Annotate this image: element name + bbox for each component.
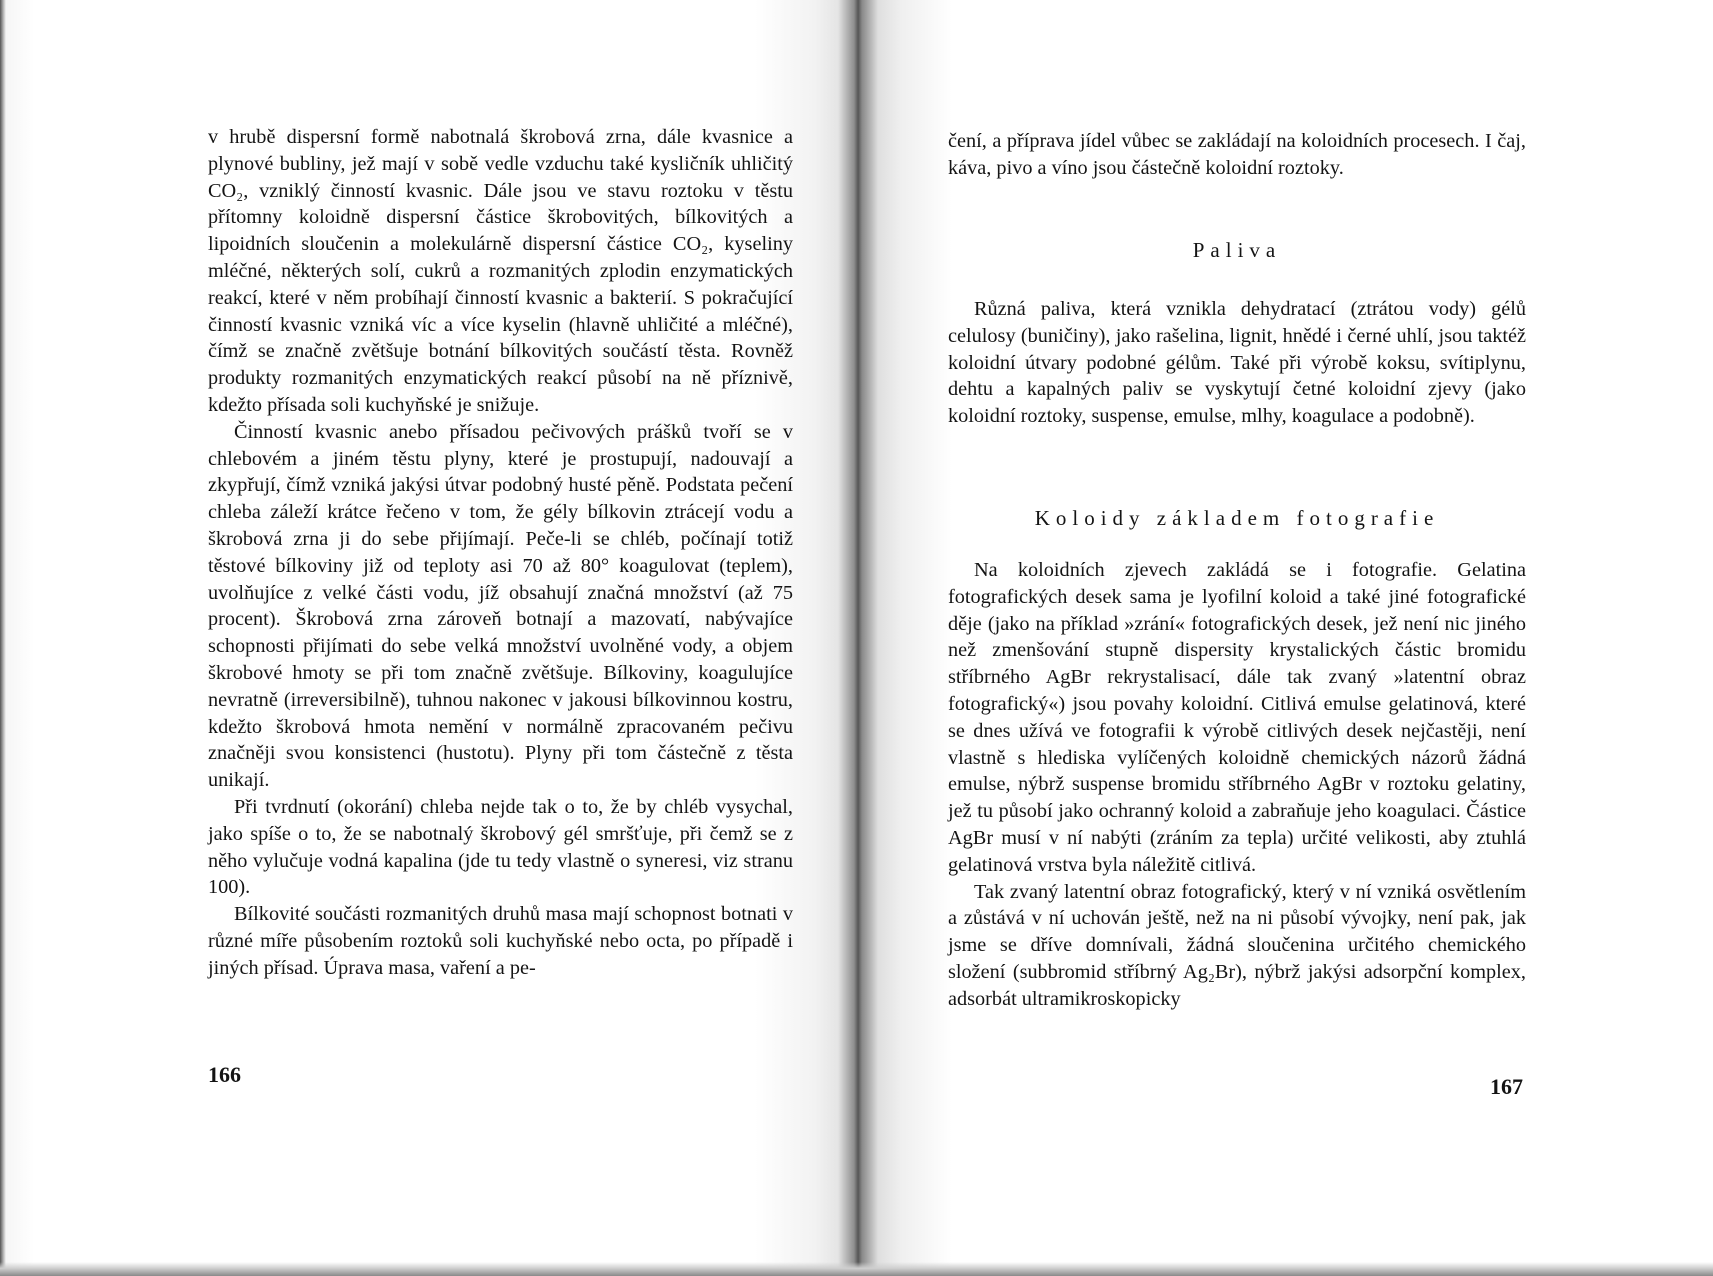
fuel-section-body	[948, 296, 1526, 430]
book-gutter	[838, 0, 878, 1276]
page-edge-shadow	[0, 0, 6, 1276]
section-heading-fuel: Paliva	[1192, 238, 1282, 262]
paragraph: Bílkovité součásti rozmanitých druhů masa mají schopnost botnati v různé míře působením roztoků soli kuchyňské nebo octa, po případě i jiných přísad. Úprava masa, vaření a pe-	[208, 903, 793, 979]
paragraph: Činností kvasnic anebo přísadou pečivových prášků tvoří se v chlebovém a jiném těstu plyny, které je prostupují, nadouvají a zkypřují, čímž vzniká jakýsi útvar podobný husté pěně. Podstata pečení chleba záleží krátce řečeno v tom, že gély bílkovin ztrácejí vodu a škrobová zrna ji do sebe přijímají. Peče-li se chléb, počínají totiž těstové bílkoviny již od teploty asi 70 až 80° koagulovat (teplem), uvolňujíce z velké části vodu, jíž obsahují značná množství (až 75 procent). Škrobová zrna zároveň botnají a mazovatí, nabývajíce schopnosti přijímati do sebe velká množství uvolněné vody, a objem škrobové hmoty se při tom značně zvětšuje. Bílkoviny, koagulujíce nevratně (irreversibilně), tuhnou nakonec v jakousi bílkovinnou kostru, kdežto škrobová hmota nemění v normálně zpracovaném pečivu značněji svou konsistenci (hustotu). Plyny při tom částečně z těsta unikají.	[208, 420, 793, 792]
paragraph: čení, a příprava jídel vůbec se zakládají na koloidních procesech. I čaj, káva, pivo a víno jsou částečně koloidní roztoky.	[948, 130, 1526, 179]
paragraph: v hrubě dispersní formě nabotnalá škrobová zrna, dále kvasnice a plynové bubliny, jež mají v sobě vedle vzduchu také kysličník uhličitý CO₂, vzniklý činností kvasnic. Dále jsou ve stavu roztoku v těstu přítomny koloidně dispersní částice škrobovitých, bílkovitých a lipoidních sloučenin a molekulárně dispersní částice CO₂, kyseliny mléčné, některých solí, cukrů a rozmanitých zplodin enzymatických reakcí, které v něm probíhají činností kvasnic a bakterií. S pokračující činností kvasnic vzniká víc a více kyselin (hlavně uhličité a mléčné), čímž se značně zvětšuje botnání bílkovitých součástí těsta. Rovněž produkty rozmanitých enzymatických reakcí působí na ně příznivě, kdežto přísada soli kuchyňské je snižuje.	[208, 126, 793, 416]
paragraph: Při tvrdnutí (okorání) chleba nejde tak o to, že by chléb vysychal, jako spíše o to, že se nabotnalý škrobový gél smršťuje, při čemž se z něho vylučuje vodná kapalina (jde tu tedy vlastně o syneresi, viz stranu 100).	[208, 795, 793, 899]
paragraph: Na koloidních zjevech zakládá se i fotografie. Gelatina fotografických desek sama je lyofilní koloid a také jiné fotografické děje (jako na příklad »zrání« fotografických desek, jež není nic jiného než zmenšování stupně dispersity krystalických částic bromidu stříbrného AgBr rekrystalisací, dále tak zvaný »latentní obraz fotografický«) jsou povahy koloidní. Citlivá emulse gelatinová, které se dnes užívá ve fotografii k výrobě citlivých desek nejčastěji, není vlastně s hlediska vylíčených koloidně chemických názorů žádná emulse, nýbrž suspense bromidu stříbrného AgBr v roztoku gelatiny, jež tu působí jako ochranný koloid a zabraňuje jeho koagulaci. Částice AgBr musí v ní nabýti (zráním za tepla) určité velikosti, aby ztuhlá gelatinová vrstva byla náležitě citlivá.	[948, 559, 1526, 876]
right-page-intro	[948, 128, 1526, 182]
bottom-edge-shadow	[0, 1262, 1713, 1276]
photography-section-body	[948, 557, 1526, 1013]
page-number-right: 167	[1490, 1074, 1523, 1099]
paragraph: Různá paliva, která vznikla dehydratací (ztrátou vody) gélů celulosy (buničiny), jako rašelina, lignit, hnědé i černé uhlí, jsou taktéž koloidní útvary podobné gélům. Také při výrobě koksu, svítiplynu, dehtu a kapalných paliv se vyskytují četné koloidní zjevy (jako koloidní roztoky, suspense, emulse, mlhy, koagulace a podobně).	[948, 298, 1526, 428]
paragraph: Tak zvaný latentní obraz fotografický, který v ní vzniká osvětlením a zůstává v ní uchován ještě, než na ni působí vývojky, není pak, jak jsme se dříve domnívali, žádná sloučenina určitého chemického složení (subbromid stříbrný Ag₂Br), nýbrž jakýsi adsorpční komplex, adsorbát ultramikroskopicky	[948, 880, 1526, 1010]
page-number-left: 166	[208, 1062, 241, 1087]
left-page-body	[208, 124, 793, 982]
section-heading-photography: Koloidy základem fotografie	[1034, 506, 1440, 530]
